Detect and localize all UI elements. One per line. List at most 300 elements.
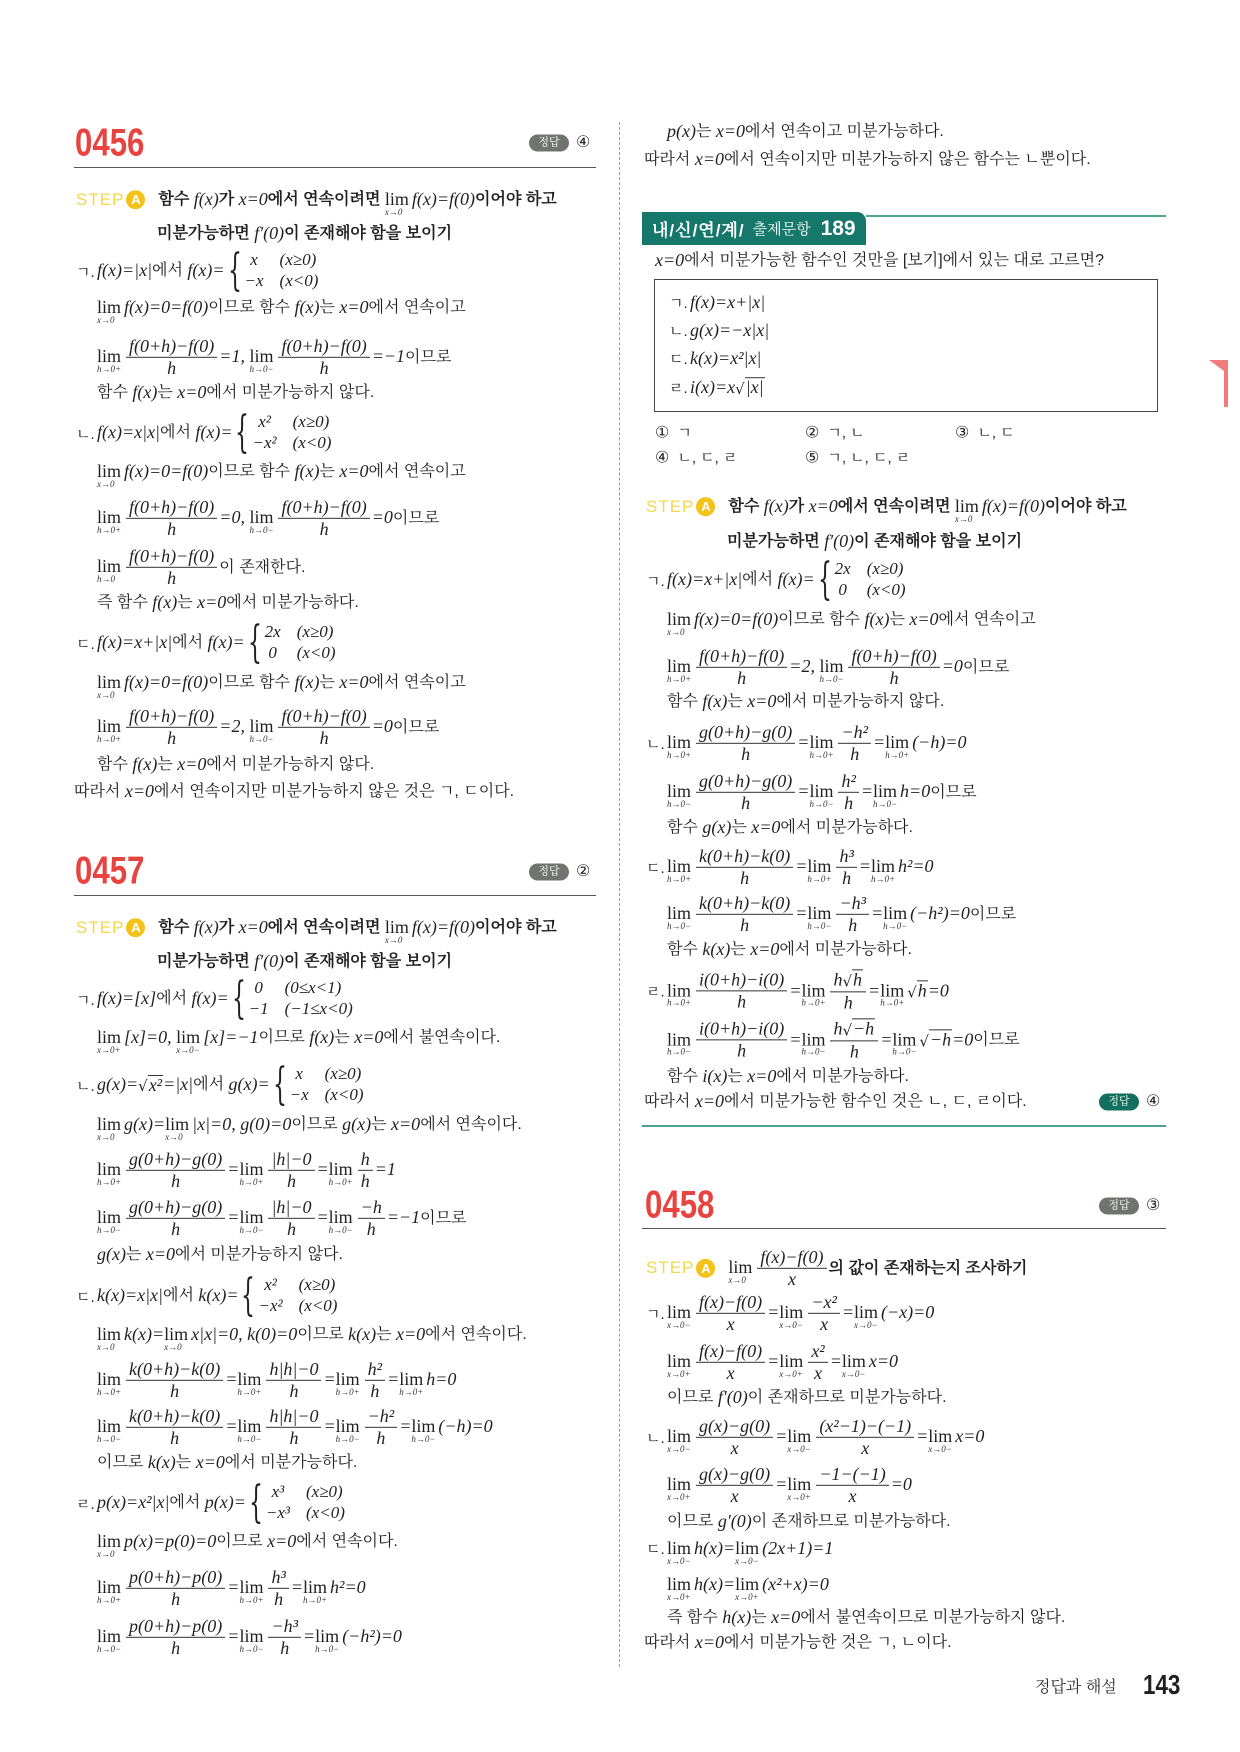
answer-value: ④ — [576, 134, 591, 151]
numerator: f(x)−f(0) — [696, 1341, 765, 1363]
left-brace-icon: { — [272, 1059, 287, 1110]
math-expression: f(x)=[x] — [97, 988, 157, 1009]
fraction — [696, 1341, 765, 1383]
case-value: −x² — [252, 433, 277, 452]
fraction — [266, 1359, 321, 1401]
denominator: h — [171, 1170, 181, 1191]
denominator: x — [730, 1485, 739, 1506]
fraction — [696, 771, 795, 813]
bogi-item — [669, 377, 765, 399]
limit-subscript: x→0 — [667, 626, 685, 637]
math-expression: x=0 — [195, 1452, 225, 1473]
case-value: −x — [289, 1085, 309, 1104]
problem-header-rule — [74, 167, 596, 168]
limit-subscript: x→0 — [164, 1341, 182, 1352]
lim-word: lim — [97, 1114, 122, 1135]
text-run: 이므로 — [420, 1209, 467, 1227]
solution-line — [97, 1406, 493, 1448]
denominator: h — [319, 727, 329, 748]
math-expression: f(x) — [864, 609, 890, 630]
choice-number: ⑤ — [805, 449, 820, 466]
text-run: 는 — [319, 463, 340, 481]
limit-subscript: h→0− — [97, 1433, 122, 1444]
numerator: |h|−0 — [268, 1149, 314, 1171]
math-expression: h=0 — [900, 781, 931, 802]
banner-label: 출제문항 — [752, 221, 811, 238]
math-expression: x=0 — [396, 1324, 426, 1345]
choice-text: ㄴ, ㄷ — [977, 424, 1015, 442]
step-description-continued — [157, 951, 452, 973]
solution-line — [97, 754, 374, 776]
limit-operator — [239, 1159, 264, 1187]
limit-operator — [315, 1626, 340, 1654]
case-condition: (x≥0) — [298, 1275, 336, 1295]
text-run: 는 — [751, 1609, 772, 1627]
math-expression: x=0 — [238, 189, 268, 210]
piecewise-cases — [835, 559, 906, 600]
limit-operator — [779, 1302, 804, 1330]
left-brace-icon: { — [247, 617, 262, 668]
text-run: 는 — [334, 1029, 355, 1047]
left-brace-icon: { — [248, 1477, 263, 1528]
text-run: 에서 미분가능한 것은 ㄱ, ㄴ이다. — [723, 1634, 952, 1652]
limit-subscript: h→0− — [411, 1433, 436, 1444]
limit-operator — [667, 903, 692, 931]
case-value: 0 — [838, 580, 847, 599]
text-run: 에서 연속이려면 — [267, 191, 385, 209]
math-expression: (−x)=0 — [881, 1302, 935, 1323]
radical-sign-icon: √ — [919, 1032, 929, 1051]
fraction — [816, 1464, 888, 1506]
limit-operator — [97, 556, 122, 584]
math-expression: = — [789, 980, 802, 1001]
limit-operator — [819, 656, 844, 684]
numerator: h|h|−0 — [266, 1406, 321, 1428]
fraction — [696, 1416, 773, 1458]
piecewise-definition — [233, 407, 332, 458]
fraction — [268, 1149, 314, 1191]
text-run: 는 — [157, 756, 178, 774]
step-heading — [76, 189, 557, 217]
limit-operator — [97, 1207, 122, 1235]
numerator: g(0+h)−g(0) — [126, 1149, 225, 1171]
math-expression: (−h)=0 — [438, 1416, 493, 1437]
math-expression: f(x)=x+|x| — [667, 569, 743, 590]
math-expression: x=0 — [694, 1091, 724, 1112]
choice-2 — [805, 422, 865, 443]
case-condition: (x≥0) — [296, 622, 334, 642]
lim-word: lim — [303, 1577, 328, 1598]
radical-sign-icon: √ — [842, 1021, 853, 1040]
banner-problem-number: 189 — [820, 216, 856, 240]
math-expression: x=0 — [267, 1531, 297, 1552]
case-condition: (x≥0) — [279, 250, 317, 270]
math-expression: f(x)=f(0) — [981, 496, 1046, 517]
fraction — [126, 546, 217, 588]
denominator: h — [274, 1588, 284, 1609]
math-expression: k(x)=x|x| — [97, 1285, 163, 1306]
text-run: 에서 미분가능하지 않다. — [206, 384, 375, 402]
solution-line — [97, 1359, 456, 1401]
numerator: h³ — [836, 846, 856, 868]
math-expression: x=0 — [339, 461, 369, 482]
lim-word: lim — [97, 1159, 122, 1180]
math-expression: f(x) — [309, 1027, 335, 1048]
lim-word: lim — [735, 1538, 760, 1559]
lim-word: lim — [249, 507, 274, 528]
lim-word: lim — [928, 1426, 953, 1447]
limit-operator — [97, 1324, 122, 1352]
limit-operator — [97, 346, 122, 374]
math-expression: = — [227, 1577, 240, 1598]
limit-operator — [384, 189, 409, 217]
problem-number: 0456 — [75, 121, 145, 165]
math-expression: f(x) — [702, 691, 728, 712]
lim-word: lim — [809, 781, 834, 802]
fraction — [808, 1341, 827, 1383]
numerator: g(x)−g(0) — [696, 1464, 773, 1486]
limit-operator — [807, 903, 832, 931]
limit-operator — [97, 507, 122, 535]
limit-operator — [97, 716, 122, 744]
math-expression: = — [225, 1369, 238, 1390]
limit-subscript: h→0+ — [880, 997, 905, 1008]
limit-operator — [892, 1029, 917, 1057]
denominator: h — [171, 1588, 181, 1609]
text-run: 이므로 — [405, 348, 452, 366]
limit-subscript: x→0+ — [667, 1368, 691, 1379]
choice-text: ㄴ, ㄷ, ㄹ — [677, 449, 738, 467]
lim-word: lim — [954, 496, 979, 517]
case-condition: (x≥0) — [866, 559, 904, 579]
radicand: |x| — [745, 377, 764, 398]
denominator: h — [167, 518, 177, 539]
text-run: 미분가능하면 — [727, 533, 825, 551]
text-run: 이 존재해야 함을 보이기 — [284, 225, 453, 243]
denominator: x — [726, 1313, 735, 1334]
math-expression: k(x) — [147, 1452, 176, 1473]
limit-operator — [249, 507, 274, 535]
denominator: h — [170, 1380, 180, 1401]
lim-word: lim — [335, 1369, 360, 1390]
text-run: 가 — [218, 191, 239, 209]
text-run: 이 존재하므로 미분가능하다. — [747, 1389, 947, 1407]
fraction — [696, 893, 793, 935]
item-label: ㄷ. — [646, 1541, 665, 1559]
step-description — [728, 1247, 1027, 1289]
text-run: 에서 연속이고 — [368, 463, 466, 481]
fraction — [126, 1616, 225, 1658]
lim-word: lim — [883, 903, 908, 924]
lim-word: lim — [239, 1577, 264, 1598]
math-expression: = — [767, 1351, 780, 1372]
lim-word: lim — [97, 461, 122, 482]
denominator: h — [850, 743, 860, 764]
math-expression: f(x) — [132, 382, 158, 403]
denominator: h — [741, 792, 751, 813]
denominator: h — [167, 567, 177, 588]
math-expression: =0 — [371, 716, 393, 737]
lim-word: lim — [97, 1369, 122, 1390]
math-expression: p(x)= — [204, 1492, 246, 1513]
side-tab-bar — [1224, 360, 1228, 407]
limit-operator — [97, 672, 122, 700]
text-run: 에서 연속이려면 — [837, 498, 955, 516]
numerator: −1−(−1) — [816, 1464, 888, 1486]
text-run: 에서 연속이지만 미분가능하지 않은 것은 ㄱ, ㄷ이다. — [153, 783, 515, 801]
answer-badge: 정답 — [1099, 1198, 1139, 1215]
math-expression: f(x) — [132, 754, 158, 775]
limit-operator — [667, 656, 692, 684]
solution-line — [97, 1027, 501, 1055]
lim-word: lim — [728, 1257, 753, 1278]
math-expression: x=0 — [808, 496, 838, 517]
denominator: h — [848, 914, 858, 935]
text-run: 즉 함수 — [97, 594, 153, 612]
limit-subscript: x→0− — [841, 1368, 866, 1379]
lim-word: lim — [384, 189, 409, 210]
lim-word: lim — [667, 1426, 692, 1447]
limit-subscript: h→0+ — [303, 1594, 328, 1605]
math-expression: =0 — [371, 507, 393, 528]
solution-line — [646, 969, 949, 1012]
step-heading — [646, 1247, 1027, 1289]
case-condition: (x<0) — [298, 1296, 338, 1315]
math-expression: = — [387, 1369, 400, 1390]
math-expression: f(x) — [294, 297, 320, 318]
math-expression: =|x| — [163, 1074, 194, 1095]
math-expression: x=0 — [909, 609, 939, 630]
text-run: 에서 미분가능한 함수인 것만을 [보기]에서 있는 대로 고르면? — [684, 252, 1104, 270]
piecewise-definition — [226, 245, 319, 296]
text-run: 는 — [730, 941, 751, 959]
limit-subscript: h→0− — [328, 1224, 353, 1235]
limit-subscript: h→0+ — [809, 749, 834, 760]
limit-operator — [97, 1027, 122, 1055]
limit-subscript: h→0− — [249, 733, 274, 744]
case-condition: (x<0) — [866, 580, 906, 599]
math-expression: f(x)=0=f(0) — [124, 297, 209, 318]
math-expression: g(x) — [702, 817, 732, 838]
square-root — [907, 981, 928, 1002]
numerator: x² — [808, 1341, 827, 1363]
math-expression: (2x+1)=1 — [762, 1538, 834, 1559]
limit-operator — [335, 1369, 360, 1397]
limit-operator — [728, 1257, 753, 1285]
fraction — [126, 336, 217, 378]
limit-operator — [97, 297, 122, 325]
numerator: g(x)−g(0) — [696, 1416, 773, 1438]
limit-operator — [954, 496, 979, 524]
solution-line — [97, 706, 439, 748]
math-expression: f(x) — [294, 672, 320, 693]
fraction — [126, 706, 217, 748]
piecewise-definition — [239, 1270, 338, 1321]
math-expression: k(x) — [348, 1324, 377, 1345]
math-expression: = — [323, 1369, 336, 1390]
step-description — [158, 917, 557, 945]
numerator: −h² — [838, 722, 871, 744]
answer-badge: 정답 — [1099, 1094, 1139, 1111]
problem-header-rule — [74, 895, 596, 896]
choice-number: ④ — [655, 449, 670, 466]
math-expression: = — [303, 1626, 316, 1647]
limit-subscript: h→0+ — [239, 1594, 264, 1605]
limit-operator — [873, 781, 898, 809]
numerator: h² — [365, 1359, 385, 1381]
lim-word: lim — [801, 1029, 826, 1050]
math-expression: = — [227, 1207, 240, 1228]
text-run: 이므로 — [930, 783, 977, 801]
lim-word: lim — [384, 917, 409, 938]
text-run: 에서 — [193, 1076, 229, 1094]
denominator: h — [319, 357, 329, 378]
limit-subscript: x→0− — [667, 1555, 691, 1566]
conclusion-line — [644, 1632, 952, 1654]
lim-word: lim — [97, 507, 122, 528]
text-run: 따라서 — [644, 151, 695, 169]
math-expression: f(x)=0=f(0) — [694, 609, 779, 630]
numerator: f(0+h)−f(0) — [126, 546, 217, 568]
denominator: x — [848, 1485, 857, 1506]
answer-value: ② — [576, 863, 591, 880]
numerator: −h² — [365, 1406, 398, 1428]
denominator: h — [319, 518, 329, 539]
limit-subscript: h→0− — [239, 1643, 264, 1654]
limit-subscript: h→0− — [667, 1046, 692, 1057]
math-expression: f(x)=f(0) — [411, 189, 476, 210]
lim-word: lim — [97, 1577, 122, 1598]
math-expression: = — [323, 1416, 336, 1437]
limit-subscript: x→0− — [667, 1443, 691, 1454]
text-run: 이므로 — [392, 718, 440, 736]
math-expression: x=0 — [751, 817, 781, 838]
text-run: 가 — [218, 919, 239, 937]
math-expression: = — [227, 1159, 240, 1180]
math-expression: f′(0) — [717, 1387, 748, 1408]
math-expression: = — [290, 1577, 304, 1598]
text-run: 는 — [889, 611, 910, 629]
solution-line — [97, 336, 451, 378]
limit-subscript: h→0+ — [237, 1386, 262, 1397]
math-expression: (−h)=0 — [912, 732, 967, 753]
limit-subscript: x→0 — [384, 934, 403, 945]
math-expression: g(x)= — [228, 1074, 270, 1095]
text-run: 이 존재한다. — [219, 558, 306, 576]
fraction — [126, 497, 217, 539]
solution-line — [97, 1114, 522, 1142]
lim-word: lim — [239, 1159, 264, 1180]
limit-subscript: h→0+ — [667, 673, 692, 684]
choice-number: ② — [805, 424, 820, 441]
numerator: k(0+h)−k(0) — [696, 893, 793, 915]
case-condition: (x<0) — [279, 271, 319, 290]
limit-subscript: x→0− — [928, 1443, 952, 1454]
fraction — [696, 1019, 787, 1061]
limit-operator — [667, 732, 692, 760]
text-run: 에서 연속이고 미분가능하다. — [745, 123, 944, 141]
math-expression: k(x)= — [198, 1285, 239, 1306]
piecewise-cases — [265, 622, 336, 663]
lim-word: lim — [854, 1302, 879, 1323]
step-description — [158, 189, 557, 217]
solution-line — [76, 973, 353, 1024]
solution-line — [667, 609, 1036, 637]
text-run: 에서 연속이다. — [420, 1116, 522, 1134]
math-expression: x=0 — [354, 1027, 384, 1048]
solution-line — [97, 1149, 396, 1191]
numerator: −h³ — [268, 1616, 301, 1638]
piecewise-cases — [245, 250, 319, 291]
denominator: x — [787, 1268, 796, 1289]
text-run: 이므로 — [258, 1029, 310, 1047]
case-value: −x — [244, 271, 264, 290]
square-root — [138, 1075, 163, 1096]
solution-line — [646, 1538, 834, 1566]
bogi-item — [669, 320, 769, 342]
text-run: 이므로 함수 — [208, 299, 295, 317]
choice-number: ① — [655, 424, 670, 441]
denominator: h — [289, 1427, 299, 1448]
case-value: 0 — [254, 978, 263, 998]
numerator: f(0+h)−f(0) — [696, 646, 787, 668]
math-expression: h(x)= — [694, 1574, 736, 1595]
limit-subscript: x→0− — [787, 1443, 811, 1454]
text-run: 함수 — [667, 693, 703, 711]
denominator: h — [740, 867, 750, 888]
lim-word: lim — [667, 903, 692, 924]
limit-operator — [97, 461, 122, 489]
math-expression: f(x)= — [207, 632, 245, 653]
denominator: x — [820, 1313, 829, 1334]
math-expression: x=0 — [177, 382, 207, 403]
limit-subscript: h→0+ — [97, 1594, 122, 1605]
answer-value: ③ — [1146, 1197, 1161, 1214]
lim-word: lim — [667, 856, 692, 877]
math-expression: x=0 — [715, 121, 746, 142]
limit-operator — [328, 1207, 353, 1235]
math-expression: x=0 — [747, 691, 777, 712]
limit-subscript: x→0+ — [667, 1591, 691, 1602]
limit-operator — [667, 856, 692, 884]
step-description-continued — [157, 223, 452, 245]
math-expression: f(x)= — [191, 988, 229, 1009]
choice-text: ㄱ, ㄴ, ㄷ, ㄹ — [827, 449, 911, 467]
limit-operator — [801, 980, 826, 1008]
limit-subscript: h→0+ — [97, 524, 122, 535]
math-expression: p(x) — [667, 121, 696, 142]
numerator: f(0+h)−f(0) — [278, 497, 369, 519]
solution-line — [76, 245, 319, 296]
math-expression: = — [860, 781, 874, 802]
square-root — [735, 378, 764, 399]
text-run: 는 — [695, 123, 716, 141]
math-expression: h(x)= — [694, 1538, 736, 1559]
lim-word: lim — [667, 1474, 692, 1495]
choice-text: ㄱ — [677, 424, 692, 442]
math-expression: = — [829, 1351, 842, 1372]
text-run: 이므로 — [973, 1031, 1020, 1049]
fraction — [126, 1197, 225, 1239]
limit-subscript: h→0− — [249, 524, 274, 535]
math-expression: f(x)= — [187, 260, 225, 281]
case-value: −1 — [248, 999, 269, 1018]
math-expression: x=0 — [391, 1114, 421, 1135]
fraction — [836, 846, 856, 888]
solution-line — [667, 771, 977, 813]
text-run: 에서 — [156, 990, 192, 1008]
limit-subscript: x→0 — [165, 1131, 183, 1142]
